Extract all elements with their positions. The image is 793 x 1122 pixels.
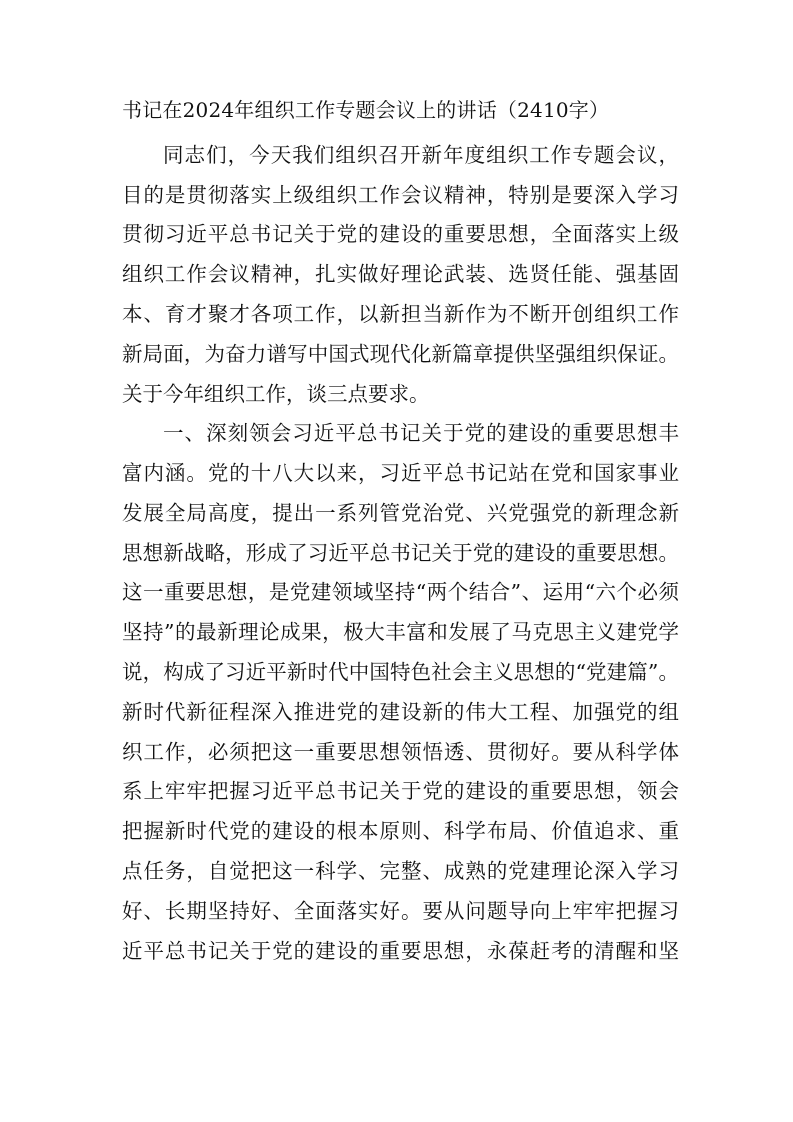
paragraph-2-line-12: 点任务，自觉把这一科学、完整、成熟的党建理论深入学习 xyxy=(122,859,679,883)
paragraph-2-line-3: 发展全局高度，提出一系列管党治党、兴党强党的新理念新 xyxy=(122,501,679,525)
paragraph-2-line-1: 一、深刻领会习近平总书记关于党的建设的重要思想丰 xyxy=(163,421,679,445)
paragraph-1-line-4: 组织工作会议精神，扎实做好理论武装、选贤任能、强基固 xyxy=(122,262,679,286)
paragraph-2-line-9: 织工作，必须把这一重要思想领悟透、贯彻好。要从科学体 xyxy=(122,740,679,764)
paragraph-2-line-11: 把握新时代党的建设的根本原则、科学布局、价值追求、重 xyxy=(122,819,679,843)
paragraph-1-line-7: 关于今年组织工作，谈三点要求。 xyxy=(122,382,430,406)
document-title: 书记在2024年组织工作专题会议上的讲话（2410字） xyxy=(122,98,610,122)
paragraph-2-line-8: 新时代新征程深入推进党的建设新的伟大工程、加强党的组 xyxy=(122,700,679,724)
paragraph-2-line-7: 说，构成了习近平新时代中国特色社会主义思想的“党建篇”。 xyxy=(122,660,679,684)
paragraph-2-line-14: 近平总书记关于党的建设的重要思想，永葆赶考的清醒和坚 xyxy=(122,939,679,963)
paragraph-2-line-13: 好、长期坚持好、全面落实好。要从问题导向上牢牢把握习 xyxy=(122,899,679,923)
paragraph-1-line-3: 贯彻习近平总书记关于党的建设的重要思想，全面落实上级 xyxy=(122,222,679,246)
paragraph-1-line-1: 同志们，今天我们组织召开新年度组织工作专题会议， xyxy=(163,143,679,167)
paragraph-2-line-2: 富内涵。党的十八大以来，习近平总书记站在党和国家事业 xyxy=(122,461,679,485)
paragraph-1-line-5: 本、育才聚才各项工作，以新担当新作为不断开创组织工作 xyxy=(122,302,679,326)
paragraph-1-line-6: 新局面，为奋力谱写中国式现代化新篇章提供坚强组织保证。 xyxy=(122,342,679,366)
paragraph-2-line-10: 系上牢牢把握习近平总书记关于党的建设的重要思想，领会 xyxy=(122,779,679,803)
paragraph-2-line-6: 坚持”的最新理论成果，极大丰富和发展了马克思主义建党学 xyxy=(122,620,679,644)
paragraph-2-line-5: 这一重要思想，是党建领域坚持“两个结合”、运用“六个必须 xyxy=(122,580,679,604)
paragraph-1-line-2: 目的是贯彻落实上级组织工作会议精神，特别是要深入学习 xyxy=(122,183,679,207)
paragraph-2-line-4: 思想新战略，形成了习近平总书记关于党的建设的重要思想。 xyxy=(122,541,679,565)
